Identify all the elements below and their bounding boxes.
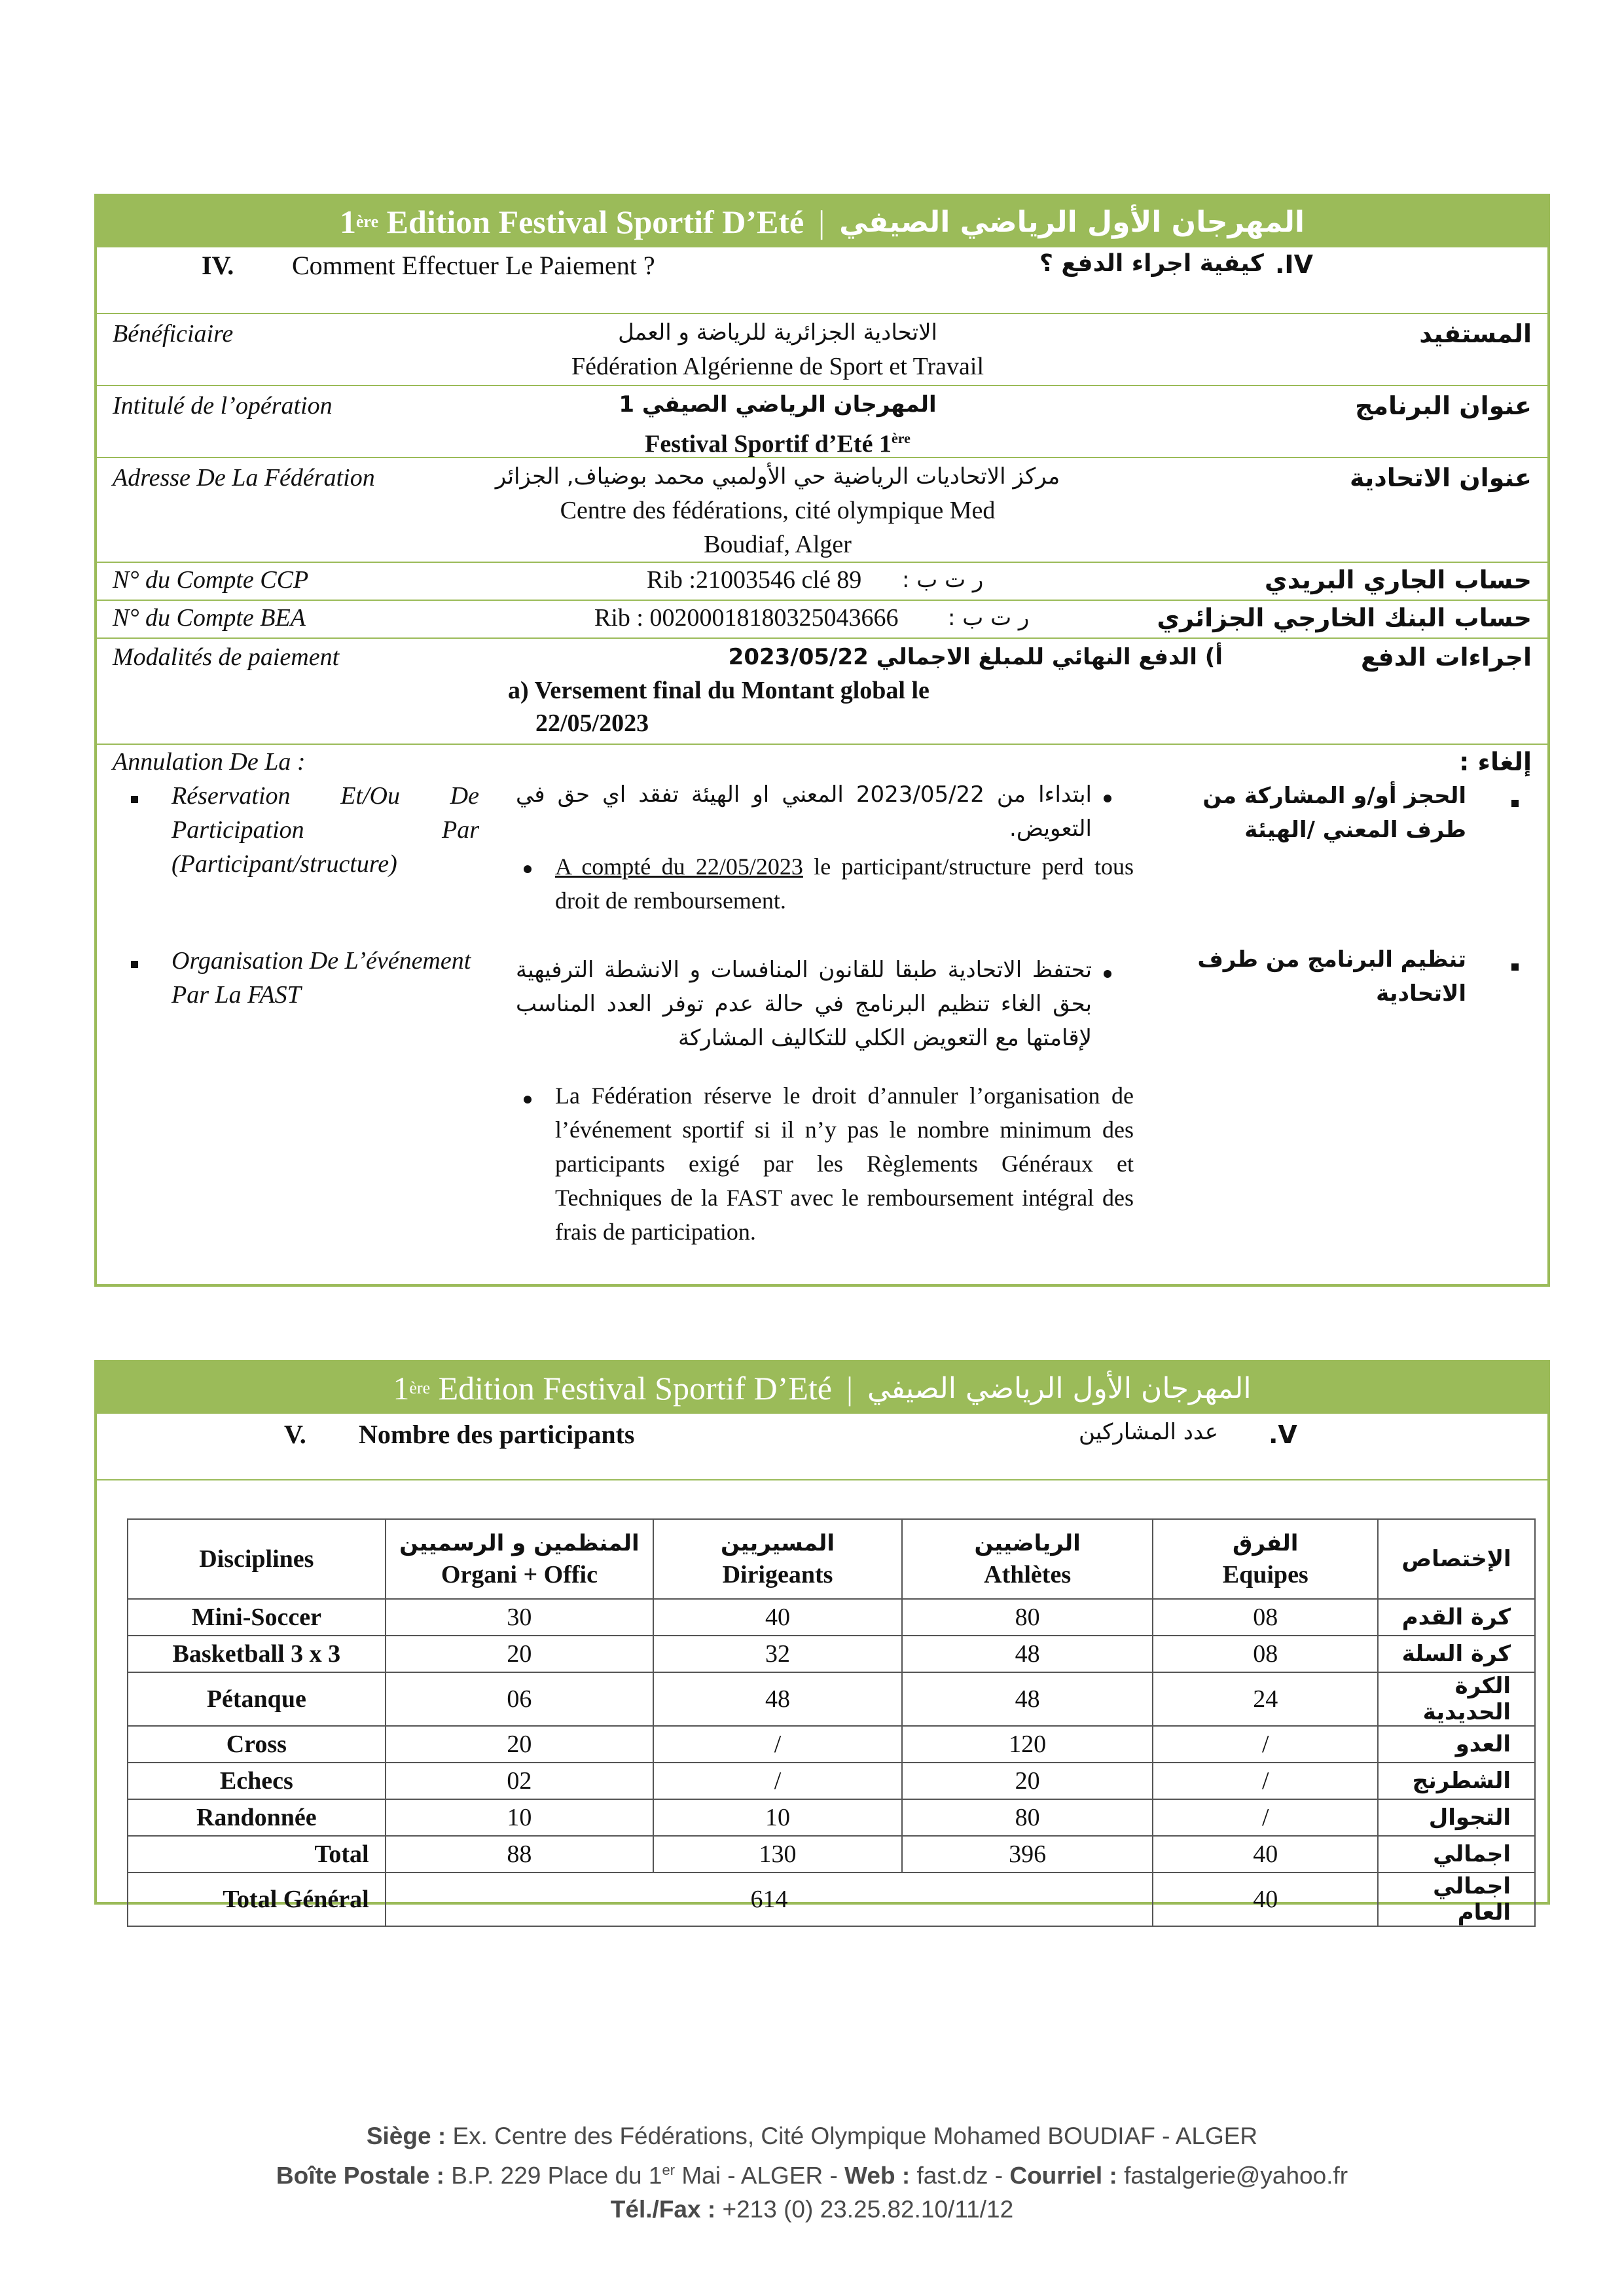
table-cell: Cross (128, 1726, 386, 1763)
table-cell: Total Général (128, 1873, 386, 1926)
table-cell: Pétanque (128, 1672, 386, 1726)
square-bullet-icon (131, 961, 138, 968)
cancellation-bullet3-ar: تحتفظ الاتحادية طبقا للقانون المنافسات و الانشطة الترفيهية بحق الغاء تنظيم البرنامج في حالة عدم توفر العدد المناسب لإقامتها مع التعويض الكلي للتكاليف المشاركة (516, 957, 1092, 1051)
table-row-total-general (128, 1873, 1535, 1926)
header-title-fr: Edition Festival Sportif D’Eté (386, 204, 804, 240)
ccp-value: Rib :21003546 clé 89 (647, 566, 862, 594)
cancellation-label-fr: Annulation De La : (113, 748, 306, 776)
cancellation-bullet2-underlined: A compté du 22/05/2023 (555, 853, 803, 880)
table-cell: 24 (1153, 1672, 1378, 1726)
cancellation-row (97, 744, 1547, 1284)
payment-row (97, 637, 1547, 745)
table-cell: 48 (653, 1672, 902, 1726)
bullet-dot-icon (1104, 795, 1111, 802)
header-edition-num: 1 (340, 204, 357, 240)
operation-value (490, 387, 1066, 461)
table-cell: / (1153, 1799, 1378, 1836)
address-value-ar: مركز الاتحاديات الرياضية حي الأولمبي محمد بوضياف, الجزائر (495, 463, 1060, 490)
table-cell: 120 (902, 1726, 1153, 1763)
table-row (128, 1799, 1535, 1836)
cancellation-item1-fr: Réservation Et/Ou De Participation Par (Participant/structure) (171, 782, 479, 878)
bullet-dot-icon (1104, 970, 1111, 978)
cancellation-bullet1-ar: ابتداءا من 2023/05/22 المعني او الهيئة تفقد اي حق في التعويض. (516, 781, 1092, 842)
table-cell: 48 (902, 1672, 1153, 1726)
table-cell: 396 (902, 1836, 1153, 1873)
address-row (97, 457, 1547, 563)
table-cell: 08 (1153, 1636, 1378, 1672)
cancellation-item2-fr: Organisation De L’événement Par La FAST (171, 947, 471, 1009)
table-cell: 10 (386, 1799, 654, 1836)
beneficiary-value (490, 315, 1066, 384)
table-row (128, 1599, 1535, 1636)
table-cell: الشطرنج (1378, 1763, 1535, 1799)
table-cell: 30 (386, 1599, 654, 1636)
table-cell: Echecs (128, 1763, 386, 1799)
table-cell: 32 (653, 1636, 902, 1672)
table-row (128, 1763, 1535, 1799)
address-value-fr-2: Boudiaf, Alger (704, 531, 852, 558)
address-value-fr-1: Centre des fédérations, cité olympique Med (560, 497, 996, 524)
address-label-fr: Adresse De La Fédération (113, 464, 375, 492)
footer-line2: Boîte Postale : B.P. 229 Place du 1er Mai - ALGER - Web : fast.dz - Courriel : fastalgerie@yahoo.fr (276, 2162, 1348, 2189)
payment-value-ar: أ) الدفع النهائي للمبلغ الاجمالي 2023/05/22 (728, 644, 1223, 670)
table-row (128, 1672, 1535, 1726)
table-cell: / (1153, 1726, 1378, 1763)
cancellation-label-ar: إلغاء : (1459, 747, 1532, 776)
section-participants (94, 1360, 1550, 1926)
bullet-dot-icon (524, 865, 532, 873)
cancellation-bullet2-rest: le participant/structure perd tous droit de remboursement. (555, 853, 1134, 914)
table-cell: 88 (386, 1836, 654, 1873)
beneficiary-label-fr: Bénéficiaire (113, 320, 234, 348)
table-cell: 20 (386, 1636, 654, 1672)
table-cell: Basketball 3 x 3 (128, 1636, 386, 1672)
header-officials: المنظمين و الرسميين Organi + Offic (386, 1519, 654, 1599)
payment-label-ar: اجراءات الدفع (1360, 643, 1532, 672)
table-cell: 02 (386, 1763, 654, 1799)
operation-label-ar: عنوان البرنامج (1355, 391, 1532, 420)
operation-value-fr: Festival Sportif d’Eté 1 (645, 430, 892, 458)
header-specialty: الإختصاص (1378, 1519, 1535, 1599)
payment-label-fr: Modalités de paiement (113, 643, 340, 671)
header-separator: | (846, 1370, 853, 1407)
header-title-fr: Edition Festival Sportif D’Eté (438, 1370, 832, 1407)
table-cell: 614 (386, 1873, 1153, 1926)
operation-row (97, 385, 1547, 458)
payment-value-fr-2: 22/05/2023 (535, 709, 649, 737)
table-cell: Total (128, 1836, 386, 1873)
address-value (490, 459, 1066, 562)
square-bullet-icon (1511, 800, 1519, 807)
header-edition-sup: ère (356, 212, 379, 231)
table-cell: Randonnée (128, 1799, 386, 1836)
beneficiary-value-ar: الاتحادية الجزائرية للرياضة و العمل (618, 319, 937, 346)
table-cell: اجمالي (1378, 1836, 1535, 1873)
square-bullet-icon (131, 796, 138, 803)
bea-value: Rib : 00200018180325043666 (594, 604, 899, 632)
header-title-ar: المهرجان الأول الرياضي الصيفي (839, 205, 1305, 239)
table-cell: / (653, 1726, 902, 1763)
table-cell: 20 (386, 1726, 654, 1763)
section-title-row (97, 247, 1547, 313)
section-title-row (97, 1414, 1547, 1466)
section-number-ar: .V (1269, 1420, 1297, 1449)
operation-label-fr: Intitulé de l’opération (113, 392, 333, 420)
bea-value-ar: ر ت ب : (948, 605, 1030, 631)
table-cell: 48 (902, 1636, 1153, 1672)
beneficiary-label-ar: المستفيد (1419, 319, 1532, 348)
header-leaders: المسيريين Dirigeants (653, 1519, 902, 1599)
ccp-label-ar: حساب الجاري البريدي (1264, 565, 1532, 594)
header-disciplines: Disciplines (128, 1519, 386, 1599)
table-cell: / (653, 1763, 902, 1799)
section-number-fr: V. (284, 1420, 306, 1449)
table-cell: Mini-Soccer (128, 1599, 386, 1636)
payment-value-fr-1: a) Versement final du Montant global le (508, 677, 929, 704)
bullet-dot-icon (524, 1096, 532, 1103)
section-title-fr: Comment Effectuer Le Paiement ? (292, 251, 655, 280)
header-edition-num: 1 (393, 1370, 410, 1407)
table-row (128, 1726, 1535, 1763)
bea-label-ar: حساب البنك الخارجي الجزائري (1157, 603, 1532, 632)
table-row (128, 1836, 1535, 1873)
participants-table (127, 1518, 1536, 1927)
section-number-ar: .IV (1275, 250, 1313, 279)
operation-value-ar: المهرجان الرياضي الصيفي 1 (619, 391, 937, 418)
cancellation-item2-ar: تنظيم البرنامج من طرف الاتحادية (1197, 946, 1466, 1007)
ccp-value-ar: ر ت ب : (902, 567, 984, 593)
table-cell: 130 (653, 1836, 902, 1873)
table-cell: العدو (1378, 1726, 1535, 1763)
cancellation-bullet2 (555, 850, 1134, 918)
divider (97, 1479, 1547, 1480)
table-row (128, 1636, 1535, 1672)
table-cell: 40 (1153, 1836, 1378, 1873)
table-cell: / (1153, 1763, 1378, 1799)
table-cell: 06 (386, 1672, 654, 1726)
section-title-ar: عدد المشاركين (1079, 1419, 1218, 1445)
header-athletes: الرياضيين Athlètes (902, 1519, 1153, 1599)
header-title-ar: المهرجان الأول الرياضي الصيفي (867, 1371, 1252, 1405)
table-cell: 40 (1153, 1873, 1378, 1926)
table-cell: 80 (902, 1599, 1153, 1636)
table-cell: 20 (902, 1763, 1153, 1799)
cancellation-item1-ar: الحجز أو/و المشاركة من طرف المعني /الهيئة (1202, 783, 1466, 843)
table-cell: 80 (902, 1799, 1153, 1836)
ccp-label-fr: N° du Compte CCP (113, 566, 309, 594)
section-payment (94, 194, 1550, 1287)
ccp-row (97, 562, 1547, 601)
footer-line1: Siège : Ex. Centre des Fédérations, Cité Olympique Mohamed BOUDIAF - ALGER (366, 2123, 1258, 2149)
section-header-band (97, 1363, 1547, 1414)
header-edition-sup: ère (409, 1378, 431, 1397)
table-cell: اجمالي العام (1378, 1873, 1535, 1926)
header-separator: | (818, 204, 825, 240)
section-title-fr: Nombre des participants (359, 1420, 635, 1449)
bea-row (97, 600, 1547, 639)
section-title-ar: كيفية اجراء الدفع ؟ (1039, 250, 1264, 277)
bea-label-fr: N° du Compte BEA (113, 604, 306, 632)
header-teams: الفرق Equipes (1153, 1519, 1378, 1599)
footer (0, 2119, 1624, 2227)
table-cell: كرة السلة (1378, 1636, 1535, 1672)
operation-value-fr-sup: ère (891, 430, 911, 446)
beneficiary-value-fr: Fédération Algérienne de Sport et Travail (571, 353, 984, 380)
table-cell: 10 (653, 1799, 902, 1836)
beneficiary-row (97, 313, 1547, 386)
table-header-row (128, 1519, 1535, 1599)
table-cell: كرة القدم (1378, 1599, 1535, 1636)
table-cell: الكرة الحديدية (1378, 1672, 1535, 1726)
section-number-fr: IV. (202, 251, 234, 280)
table-cell: التجوال (1378, 1799, 1535, 1836)
footer-line3: Tél./Fax : +213 (0) 23.25.82.10/11/12 (610, 2196, 1014, 2223)
cancellation-bullet4-fr: La Fédération réserve le droit d’annuler l’organisation de l’événement sportif si il n’y pas le nombre minimum des participants exigé par les Règlements Généraux et Techniques de la FAST avec le remboursement intégral des frais de participation. (555, 1083, 1134, 1245)
address-label-ar: عنوان الاتحادية (1349, 463, 1532, 492)
table-cell: 40 (653, 1599, 902, 1636)
table-cell: 08 (1153, 1599, 1378, 1636)
section-header-band (97, 196, 1547, 247)
square-bullet-icon (1511, 963, 1519, 971)
